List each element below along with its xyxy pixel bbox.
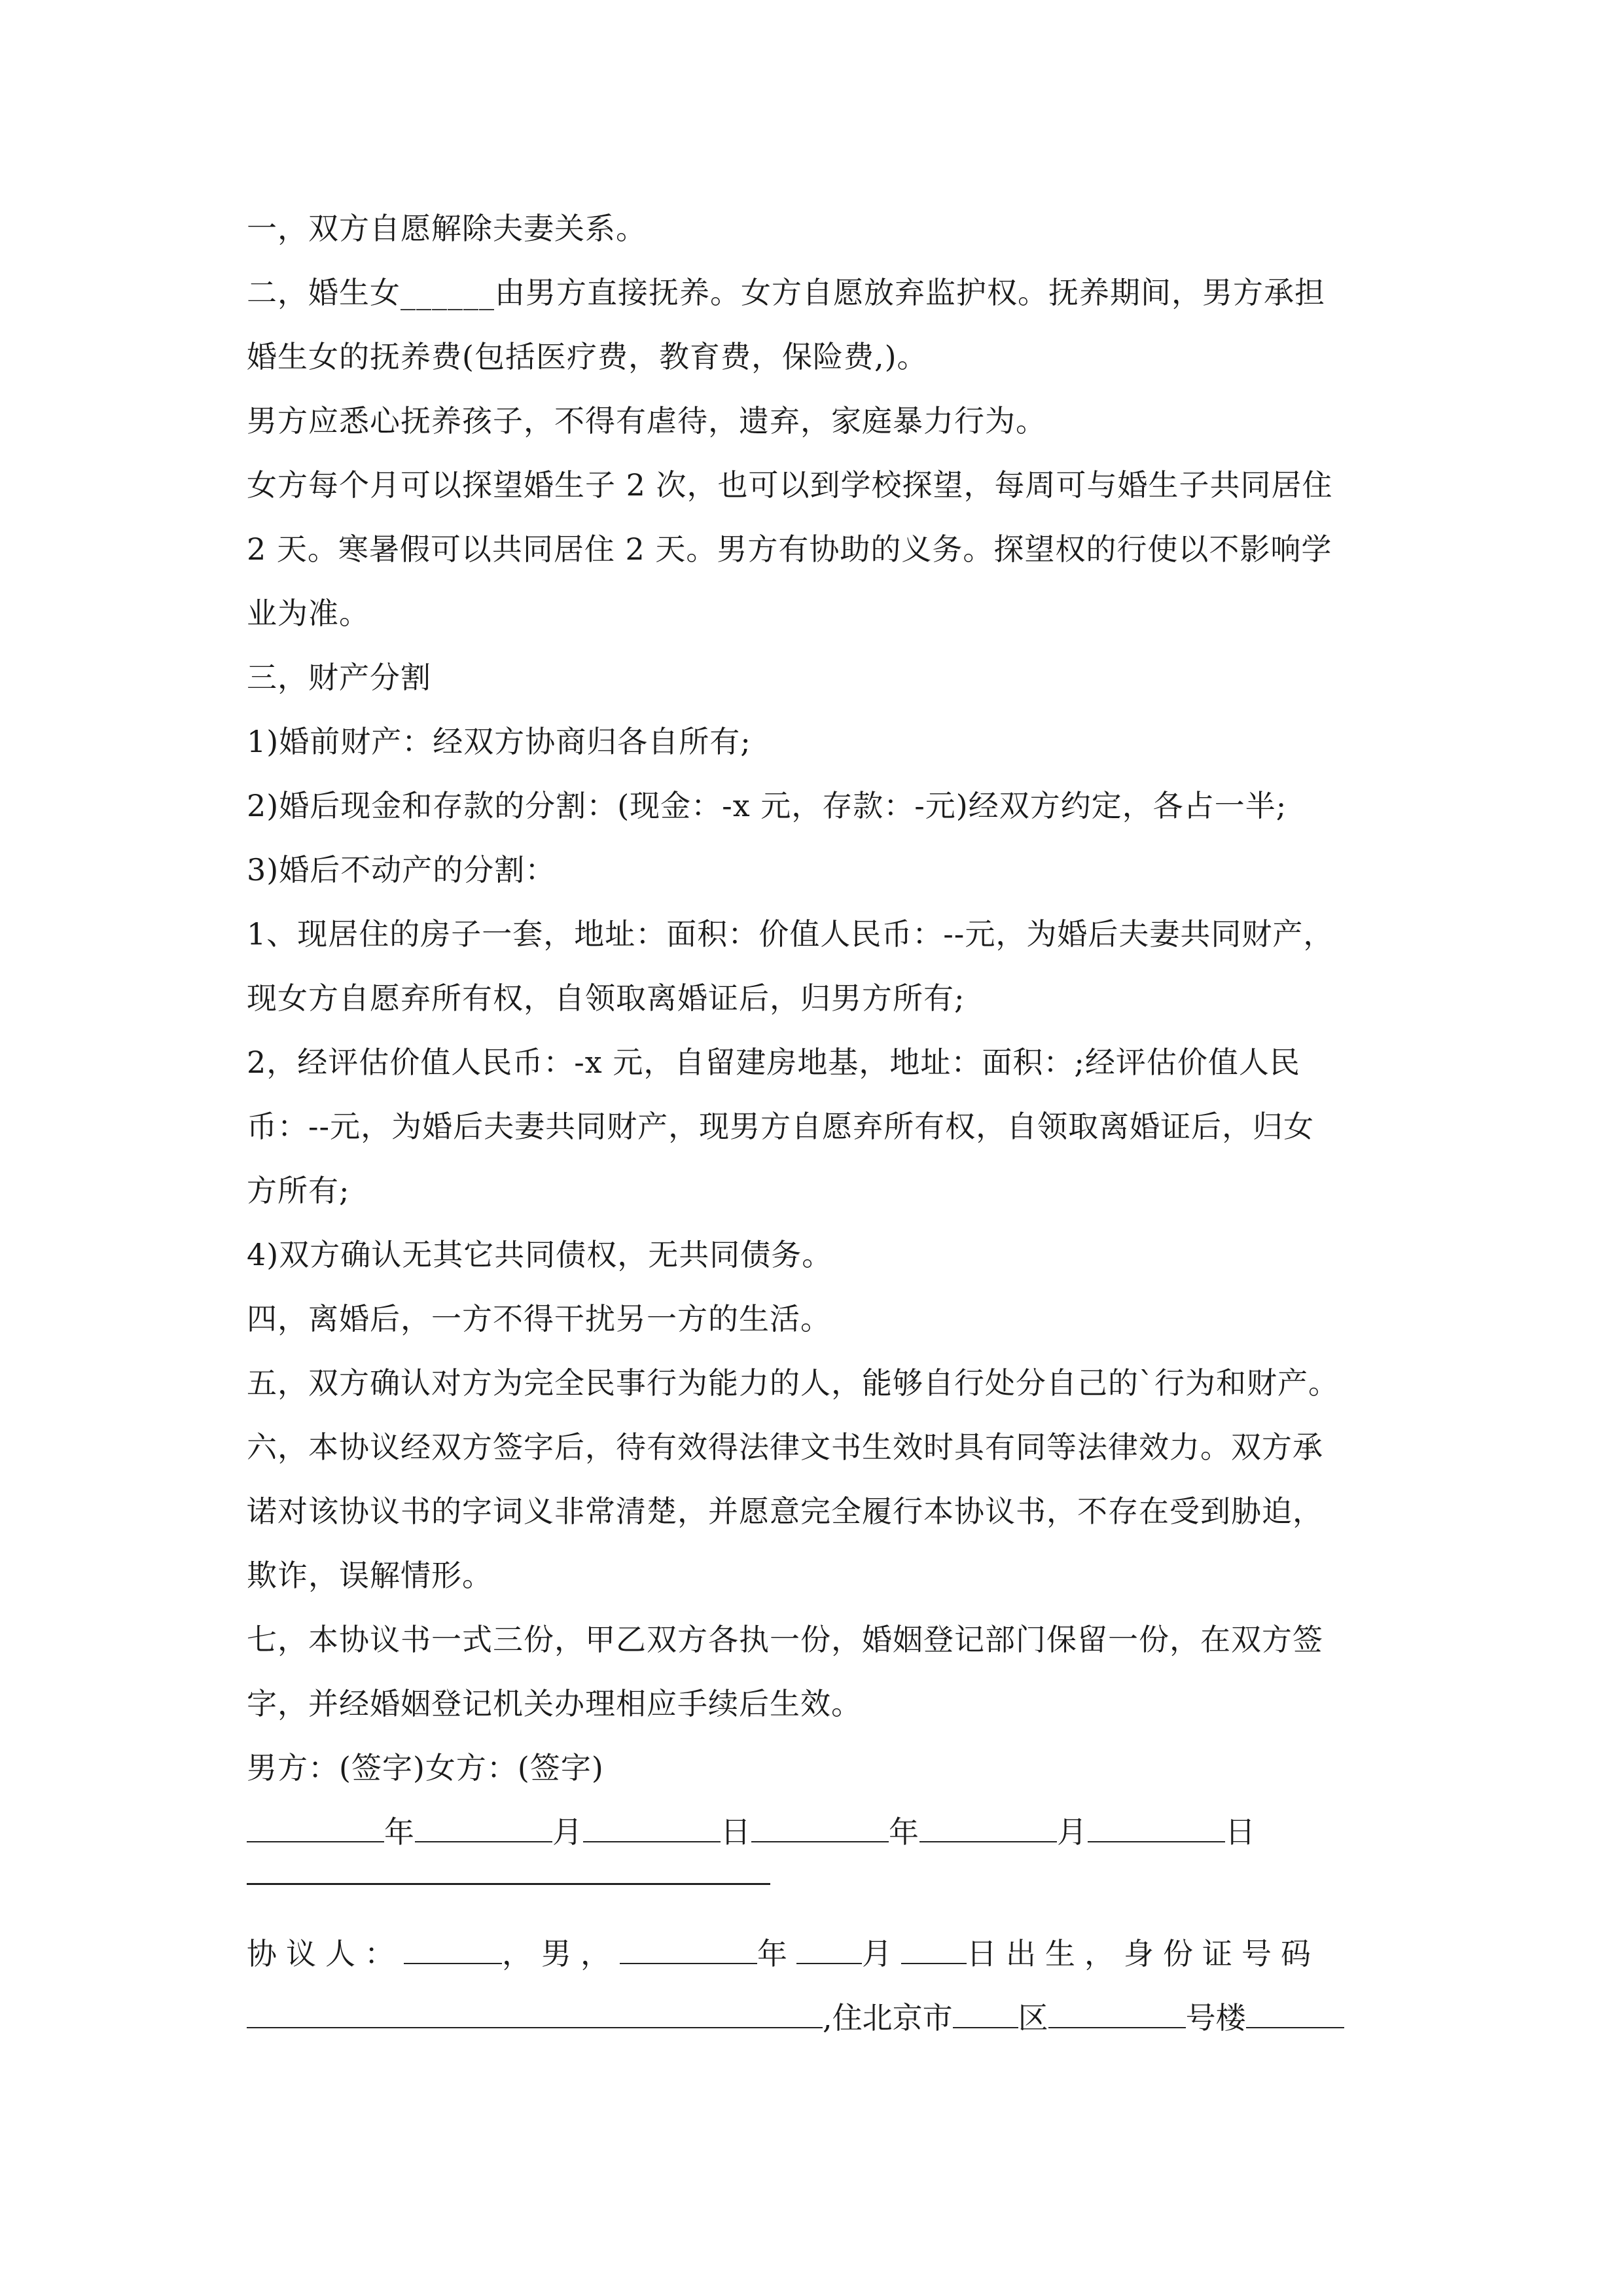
birth-month-label: 月: [862, 1936, 901, 1971]
divider-rule: [247, 1883, 770, 1885]
birth-year-label: 年: [757, 1936, 796, 1971]
signer-line: [247, 1922, 1379, 1986]
name-blank[interactable]: [404, 1925, 502, 1964]
district-blank[interactable]: [953, 1989, 1018, 2028]
clause-line: 2)婚后现金和存款的分割：(现金：-x 元，存款：-元)经双方约定，各占一半;: [247, 788, 1287, 823]
clause-line: 币：--元，为婚后夫妻共同财产，现男方自愿弃所有权，自领取离婚证后，归女: [247, 1109, 1315, 1144]
birth-month-blank[interactable]: [796, 1925, 862, 1964]
building-label: 号楼: [1185, 2000, 1246, 2036]
address-prefix: ,住北京市: [823, 2000, 953, 2036]
id-number-blank[interactable]: [247, 1989, 823, 2028]
clause-line: 2，经评估价值人民币：-x 元，自留建房地基，地址：面积：;经评估价值人民: [247, 1045, 1300, 1080]
day-label: 日: [721, 1814, 751, 1850]
day-label: 日: [1225, 1814, 1256, 1850]
clause-line: 1)婚前财产：经双方协商归各自所有;: [247, 724, 751, 759]
clause-line: 4)双方确认无其它共同债权，无共同债务。: [247, 1237, 833, 1272]
date-line: [247, 1800, 1399, 1864]
year-label: 年: [889, 1814, 919, 1850]
district-label: 区: [1018, 2000, 1048, 2036]
clause-line: 五，双方确认对方为完全民事行为能力的人，能够自行处分自己的`行为和财产。: [247, 1365, 1339, 1401]
clause-line: 方所有;: [247, 1173, 350, 1208]
clause-line: 六，本协议经双方签字后，待有效得法律文书生效时具有同等法律效力。双方承: [247, 1429, 1323, 1465]
day-blank[interactable]: [1088, 1803, 1225, 1842]
address-line: [247, 1986, 1379, 2050]
year-blank[interactable]: [247, 1803, 384, 1842]
year-blank[interactable]: [751, 1803, 889, 1842]
building-blank[interactable]: [1048, 1989, 1186, 2028]
clause-line: 七，本协议书一式三份，甲乙双方各执一份，婚姻登记部门保留一份，在双方签: [247, 1622, 1323, 1657]
signer-info: [247, 1922, 1379, 2050]
gender-text: ，男，: [502, 1936, 620, 1971]
birth-day-blank[interactable]: [901, 1925, 967, 1964]
month-blank[interactable]: [415, 1803, 552, 1842]
month-label: 月: [1057, 1814, 1088, 1850]
birth-text: 日出生，身份证号码: [967, 1936, 1320, 1971]
unit-blank[interactable]: [1246, 1989, 1344, 2028]
clause-line: 一，双方自愿解除夫妻关系。: [247, 211, 647, 246]
clause-line: 二，婚生女______由男方直接抚养。女方自愿放弃监护权。抚养期间，男方承担: [247, 275, 1325, 310]
agreement-body: [247, 196, 1399, 1864]
birth-year-blank[interactable]: [620, 1925, 757, 1964]
year-label: 年: [384, 1814, 415, 1850]
day-blank[interactable]: [583, 1803, 721, 1842]
clause-line: 2 天。寒暑假可以共同居住 2 天。男方有协助的义务。探望权的行使以不影响学: [247, 531, 1332, 567]
clause-line: 1、现居住的房子一套，地址：面积：价值人民币：--元，为婚后夫妻共同财产，: [247, 916, 1334, 952]
clause-line: 3)婚后不动产的分割：: [247, 852, 556, 888]
signature-line: 男方：(签字)女方：(签字): [247, 1750, 604, 1785]
clause-line: 男方应悉心抚养孩子，不得有虐待，遗弃，家庭暴力行为。: [247, 403, 1046, 439]
clause-line: 诺对该协议书的字词义非常清楚，并愿意完全履行本协议书，不存在受到胁迫，: [247, 1494, 1323, 1529]
clause-line: 婚生女的抚养费(包括医疗费，教育费，保险费,)。: [247, 339, 928, 374]
section-heading: 三，财产分割: [247, 660, 431, 695]
signer-label: 协议人：: [247, 1936, 404, 1971]
clause-line: 业为准。: [247, 596, 370, 631]
month-label: 月: [552, 1814, 583, 1850]
clause-line: 现女方自愿弃所有权，自领取离婚证后，归男方所有;: [247, 980, 965, 1016]
clause-line: 女方每个月可以探望婚生子 2 次，也可以到学校探望，每周可与婚生子共同居住: [247, 467, 1333, 503]
clause-line: 四，离婚后，一方不得干扰另一方的生活。: [247, 1301, 831, 1336]
month-blank[interactable]: [919, 1803, 1057, 1842]
clause-line: 字，并经婚姻登记机关办理相应手续后生效。: [247, 1686, 862, 1721]
clause-line: 欺诈，误解情形。: [247, 1558, 493, 1593]
